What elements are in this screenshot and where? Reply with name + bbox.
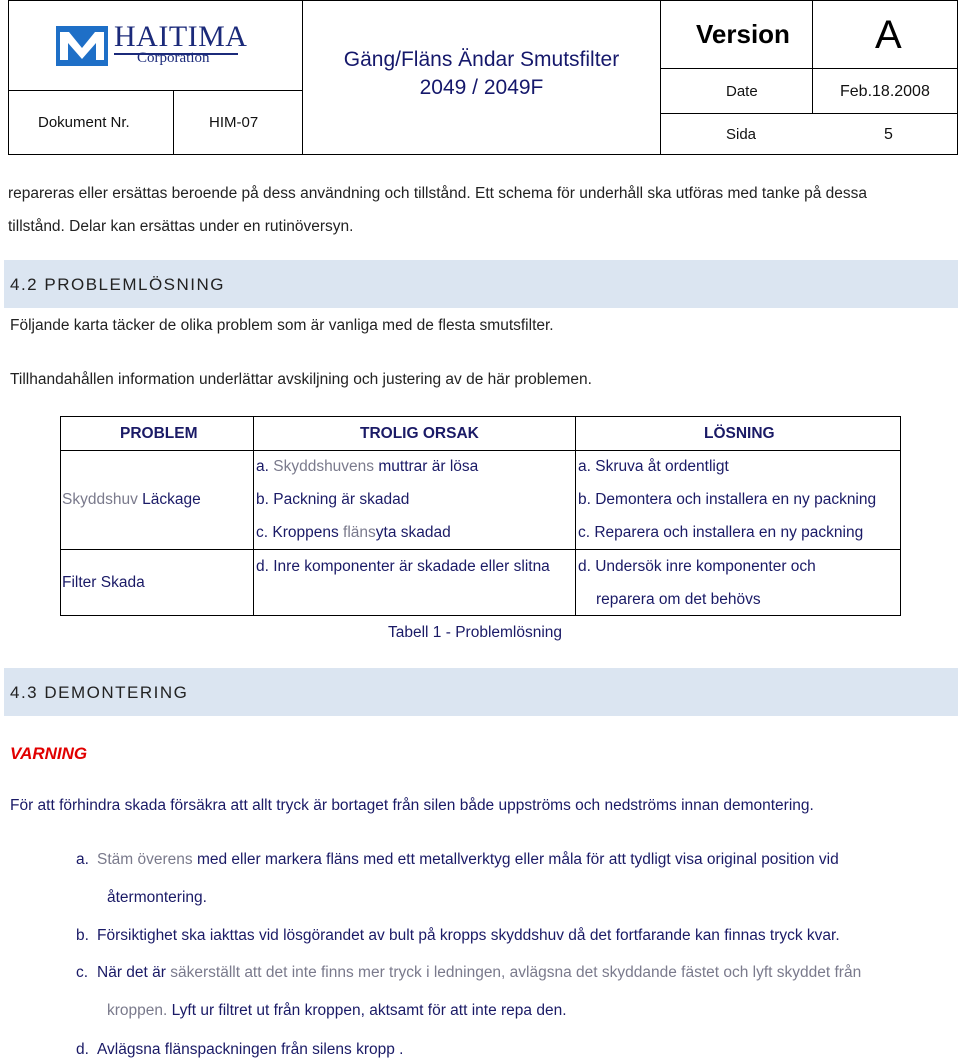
table-cell-solution: d. Undersök inre komponenter och	[578, 558, 816, 575]
intro-line-1: repareras eller ersättas beroende på dess användning och tillstånd. Ett schema för underhåll ska utföras med tanke på dessa	[8, 185, 868, 202]
table-header-problem: PROBLEM	[120, 425, 198, 442]
date-label: Date	[726, 83, 758, 100]
table-header-cause: TROLIG ORSAK	[360, 425, 479, 442]
table-cell-cause: d. Inre komponenter är skadade eller slitna	[256, 558, 550, 575]
table-cell-problem: Skyddshuv Läckage	[62, 491, 201, 508]
divider	[660, 68, 958, 69]
table-border	[900, 416, 901, 616]
divider	[8, 90, 302, 91]
logo-icon	[56, 26, 108, 66]
warning-label: VARNING	[10, 744, 88, 763]
section-title-4-3: 4.3 DEMONTERING	[10, 683, 189, 702]
section-4-2-paragraph-1: Följande karta täcker de olika problem som är vanliga med de flesta smutsfilter.	[10, 317, 554, 334]
divider	[660, 0, 661, 155]
list-marker: a.	[76, 851, 89, 868]
table-border	[60, 549, 901, 550]
divider	[173, 90, 174, 155]
table-border	[253, 416, 254, 616]
page-number: 5	[884, 126, 893, 143]
list-item: Stäm överens med eller markera fläns med ett metallverktyg eller måla för att tydligt visa original position vid	[97, 851, 839, 868]
doc-value: HIM-07	[209, 114, 259, 131]
section-title-4-2: 4.2 PROBLEMLÖSNING	[10, 275, 226, 294]
document-model: 2049 / 2049F	[419, 76, 544, 99]
list-marker: c.	[76, 964, 89, 981]
table-border	[60, 416, 901, 417]
date-value: Feb.18.2008	[840, 83, 930, 100]
list-item-continuation: återmontering.	[107, 889, 207, 906]
table-cell-solution: a. Skruva åt ordentligt	[578, 458, 729, 475]
table-cell-solution: b. Demontera och installera en ny packning	[578, 491, 877, 508]
list-item: Avlägsna flänspackningen från silens kropp .	[97, 1041, 404, 1058]
list-item-continuation: kroppen. Lyft ur filtret ut från kroppen, aktsamt för att inte repa den.	[107, 1002, 567, 1019]
list-item: När det är säkerställt att det inte finns mer tryck i ledningen, avlägsna det skyddande fästet och lyft skyddet från	[97, 964, 862, 981]
version-value: A	[875, 13, 902, 57]
list-marker: d.	[76, 1041, 89, 1058]
table-cell-solution: reparera om det behövs	[596, 591, 761, 608]
list-item: Försiktighet ska iakttas vid lösgörandet av bult på kropps skyddshuv då det fortfarande kan finnas tryck kvar.	[97, 927, 840, 944]
table-cell-solution: c. Reparera och installera en ny packning	[578, 524, 864, 541]
table-cell-cause: b. Packning är skadad	[256, 491, 410, 508]
table-border	[575, 416, 576, 616]
table-border	[60, 416, 61, 616]
version-label: Version	[696, 19, 790, 49]
table-cell-cause: c. Kroppens flänsyta skadad	[256, 524, 451, 541]
document-title: Gäng/Fläns Ändar Smutsfilter	[343, 48, 620, 71]
table-caption: Tabell 1 - Problemlösning	[388, 624, 563, 641]
divider	[660, 113, 958, 114]
doc-label: Dokument Nr.	[38, 114, 130, 131]
table-border	[60, 615, 901, 616]
table-cell-cause: a. Skyddshuvens muttrar är lösa	[256, 458, 479, 475]
warning-paragraph: För att förhindra skada försäkra att allt tryck är bortaget från silen både uppströms och nedströms innan demontering.	[10, 797, 814, 814]
page-label: Sida	[726, 126, 757, 143]
logo-subtitle: Corporation	[137, 50, 210, 66]
section-4-2-paragraph-2: Tillhandahållen information underlättar avskiljning och justering av de här problemen.	[10, 371, 592, 388]
table-cell-problem: Filter Skada	[62, 574, 145, 591]
intro-line-2: tillstånd. Delar kan ersättas under en rutinöversyn.	[8, 218, 354, 235]
table-header-solution: LÖSNING	[704, 425, 775, 442]
list-marker: b.	[76, 927, 89, 944]
table-border	[60, 450, 901, 451]
logo-name: HAITIMA	[114, 20, 248, 53]
divider	[812, 0, 813, 113]
